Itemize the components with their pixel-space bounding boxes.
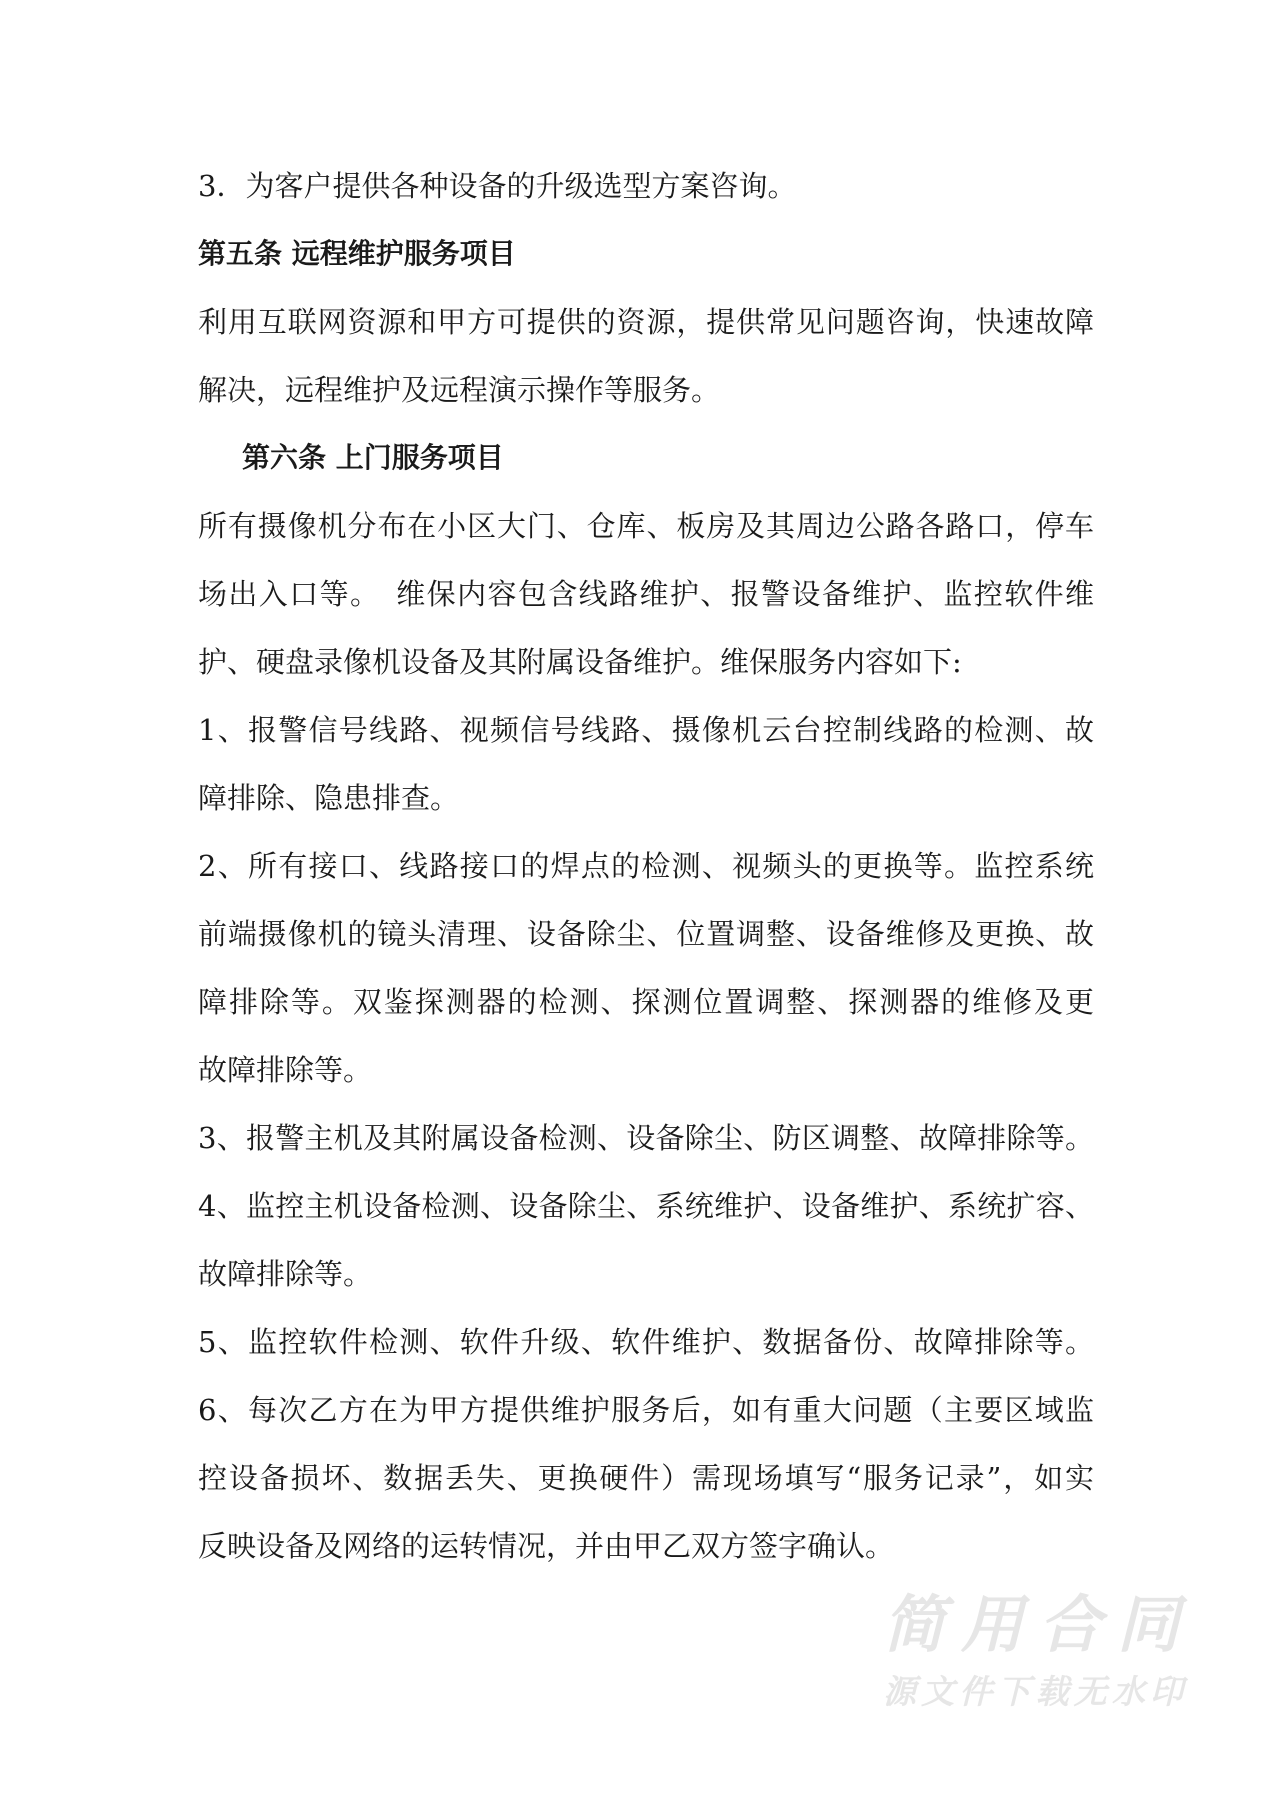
list-item: 故障排除等。 xyxy=(198,1257,373,1291)
watermark-subtitle: 源文件下载无水印 xyxy=(883,1672,1183,1711)
list-item: 前端摄像机的镜头清理、设备除尘、位置调整、设备维修及更换、故 xyxy=(198,917,1094,951)
list-item: 2、所有接口、线路接口的焊点的检测、视频头的更换等。监控系统 xyxy=(198,849,1094,883)
list-item: 6、每次乙方在为甲方提供维护服务后，如有重大问题（主要区域监 xyxy=(198,1393,1094,1427)
list-item: 5、监控软件检测、软件升级、软件维护、数据备份、故障排除等。 xyxy=(198,1325,1094,1359)
paragraph-line: 场出入口等。 维保内容包含线路维护、报警设备维护、监控软件维 xyxy=(198,577,1094,611)
list-item: 故障排除等。 xyxy=(198,1053,373,1087)
paragraph-line: 所有摄像机分布在小区大门、仓库、板房及其周边公路各路口，停车 xyxy=(198,509,1094,543)
paragraph-line: 利用互联网资源和甲方可提供的资源，提供常见问题咨询，快速故障 xyxy=(198,305,1094,339)
list-item: 控设备损坏、数据丢失、更换硬件）需现场填写“服务记录”，如实 xyxy=(198,1461,1094,1495)
list-item: 1、报警信号线路、视频信号线路、摄像机云台控制线路的检测、故 xyxy=(198,713,1094,747)
document-page xyxy=(198,152,1094,1580)
list-item: 3．为客户提供各种设备的升级选型方案咨询。 xyxy=(198,169,797,203)
list-item: 障排除等。双鉴探测器的检测、探测位置调整、探测器的维修及更 xyxy=(198,985,1094,1019)
list-item: 反映设备及网络的运转情况，并由甲乙双方签字确认。 xyxy=(198,1529,895,1563)
section-heading-article-6: 第六条 上门服务项目 xyxy=(242,441,504,474)
list-item: 障排除、隐患排查。 xyxy=(198,781,460,815)
list-item: 4、监控主机设备检测、设备除尘、系统维护、设备维护、系统扩容、 xyxy=(198,1189,1094,1223)
paragraph-line: 护、硬盘录像机设备及其附属设备维护。维保服务内容如下: xyxy=(198,645,962,679)
list-item: 3、报警主机及其附属设备检测、设备除尘、防区调整、故障排除等。 xyxy=(198,1121,1094,1155)
watermark xyxy=(883,1590,1183,1714)
section-heading-article-5: 第五条 远程维护服务项目 xyxy=(198,237,516,270)
paragraph-line: 解决，远程维护及远程演示操作等服务。 xyxy=(198,373,721,407)
watermark-title: 简用合同 xyxy=(883,1588,1183,1661)
